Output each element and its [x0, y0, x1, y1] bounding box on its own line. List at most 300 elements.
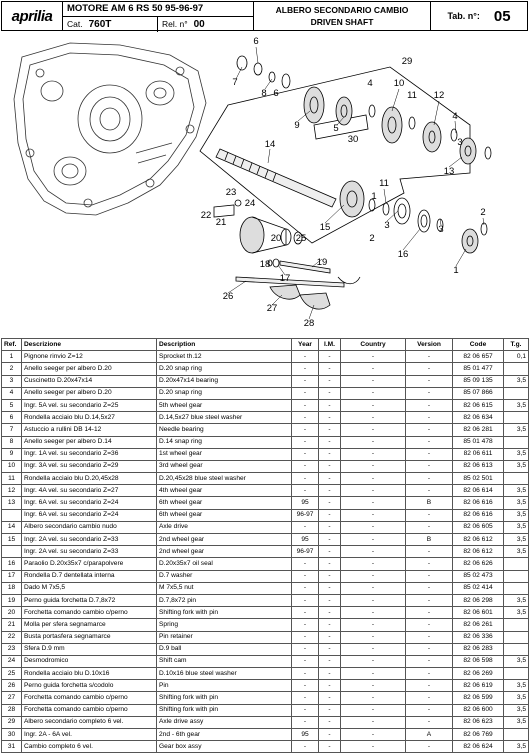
table-row — [2, 546, 529, 558]
col-descrizione: Descrizione — [22, 339, 157, 351]
cell-country: - — [341, 485, 406, 497]
callout-number: 6 — [253, 36, 259, 47]
sprocket-1 — [462, 229, 478, 253]
model-name: MOTORE AM 6 RS 50 95-96-97 — [63, 2, 253, 17]
cell-tg: 3,5 — [504, 424, 529, 436]
col-code: Code — [453, 339, 504, 351]
cell-ref: 18 — [2, 582, 22, 594]
cell-ref: 21 — [2, 619, 22, 631]
cell-year: - — [292, 558, 319, 570]
callout-number: 28 — [303, 318, 315, 329]
cell-code: 85 07 866 — [453, 387, 504, 399]
cell-tg — [504, 582, 529, 594]
cell-country: - — [341, 680, 406, 692]
col-tg: T.g. — [504, 339, 529, 351]
cell-version: - — [406, 509, 453, 521]
cell-country: - — [341, 607, 406, 619]
cell-im: - — [319, 741, 341, 753]
table-row — [2, 375, 529, 387]
cell-tg: 0,1 — [504, 351, 529, 363]
cell-description: M 7x5,5 nut — [157, 582, 292, 594]
cell-im: - — [319, 375, 341, 387]
callout-number: 4 — [452, 111, 458, 122]
cell-tg: 3,5 — [504, 534, 529, 546]
cell-country: - — [341, 558, 406, 570]
cell-ref: 5 — [2, 399, 22, 411]
cell-im: - — [319, 582, 341, 594]
cell-tg: 3,5 — [504, 704, 529, 716]
cell-ref: 26 — [2, 680, 22, 692]
cell-description: Axle drive — [157, 521, 292, 533]
cell-description: 2nd wheel gear — [157, 534, 292, 546]
parts-table-body — [2, 351, 529, 753]
callout-number: 10 — [393, 78, 405, 89]
cell-descrizione: Ingr. 5A vel. su secondario Z=25 — [22, 399, 157, 411]
cell-tg: 3,5 — [504, 497, 529, 509]
table-row — [2, 399, 529, 411]
table-row — [2, 655, 529, 667]
cell-version: - — [406, 351, 453, 363]
cell-descrizione: Ingr. 3A vel. su secondario Z=29 — [22, 460, 157, 472]
cell-version: - — [406, 399, 453, 411]
brand-logo: aprilia — [2, 2, 63, 30]
callout-number: 16 — [397, 249, 409, 260]
table-row — [2, 473, 529, 485]
cell-ref: 15 — [2, 534, 22, 546]
cell-code: 82 06 624 — [453, 741, 504, 753]
callout-number: 5 — [333, 123, 339, 134]
callout-number: 3 — [384, 220, 390, 231]
cell-code: 82 06 612 — [453, 546, 504, 558]
cell-description: Needle bearing — [157, 424, 292, 436]
cell-code: 82 06 615 — [453, 399, 504, 411]
col-im: I.M. — [319, 339, 341, 351]
cell-tg — [504, 668, 529, 680]
cell-tg: 3,5 — [504, 594, 529, 606]
cell-descrizione: Forchetta comando cambio c/perno — [22, 692, 157, 704]
table-row — [2, 643, 529, 655]
cell-descrizione: Ingr. 2A vel. su secondario Z=33 — [22, 534, 157, 546]
cell-year: 95 — [292, 729, 319, 741]
cell-description: D.14,5x27 blue steel washer — [157, 412, 292, 424]
cell-im: - — [319, 704, 341, 716]
cell-tg: 3,5 — [504, 509, 529, 521]
cell-version: - — [406, 594, 453, 606]
table-row — [2, 521, 529, 533]
callout-number: 6 — [273, 88, 279, 99]
cell-code: 85 09 135 — [453, 375, 504, 387]
cell-descrizione: Anello seeger per albero D.20 — [22, 387, 157, 399]
cell-description: Shifting fork with pin — [157, 607, 292, 619]
cell-im: - — [319, 619, 341, 631]
cell-year: - — [292, 473, 319, 485]
cell-country: - — [341, 668, 406, 680]
cell-year: - — [292, 399, 319, 411]
cell-version: - — [406, 558, 453, 570]
cell-ref: 1 — [2, 351, 22, 363]
cell-country: - — [341, 399, 406, 411]
table-row — [2, 570, 529, 582]
cell-tg: 3,5 — [504, 741, 529, 753]
cell-ref: 22 — [2, 631, 22, 643]
cell-description: Pin — [157, 680, 292, 692]
cell-code: 82 06 626 — [453, 558, 504, 570]
cell-ref: 27 — [2, 692, 22, 704]
cell-im: - — [319, 668, 341, 680]
cell-description: D.7,8x72 pin — [157, 594, 292, 606]
cell-im: - — [319, 521, 341, 533]
cell-country: - — [341, 704, 406, 716]
table-row — [2, 509, 529, 521]
driven-shaft-14 — [216, 149, 336, 207]
cell-country: - — [341, 643, 406, 655]
cell-version: - — [406, 668, 453, 680]
table-number: Tab. n°: 05 — [447, 7, 511, 25]
cell-description: D.20x35x7 oil seal — [157, 558, 292, 570]
callout-number: 1 — [371, 191, 377, 202]
cell-country: - — [341, 521, 406, 533]
cell-year: - — [292, 375, 319, 387]
cell-year: - — [292, 448, 319, 460]
table-row — [2, 460, 529, 472]
cell-descrizione: Sfera D.9 mm — [22, 643, 157, 655]
cell-im: - — [319, 509, 341, 521]
gear-5 — [336, 97, 352, 125]
table-row — [2, 558, 529, 570]
gear-10 — [382, 107, 402, 143]
cell-version: A — [406, 729, 453, 741]
cell-year: - — [292, 363, 319, 375]
cell-description: D.9 ball — [157, 643, 292, 655]
cell-tg — [504, 619, 529, 631]
cell-code: 82 06 616 — [453, 509, 504, 521]
table-row — [2, 363, 529, 375]
cell-im: - — [319, 594, 341, 606]
cell-code: 82 06 619 — [453, 680, 504, 692]
cell-year: - — [292, 582, 319, 594]
cell-tg — [504, 363, 529, 375]
cell-country: - — [341, 473, 406, 485]
cell-year: - — [292, 460, 319, 472]
cell-year: - — [292, 424, 319, 436]
cell-im: - — [319, 497, 341, 509]
table-row — [2, 448, 529, 460]
cell-code: 82 06 298 — [453, 594, 504, 606]
cell-code: 85 01 478 — [453, 436, 504, 448]
table-row — [2, 412, 529, 424]
cell-tg: 3,5 — [504, 521, 529, 533]
cell-version: - — [406, 436, 453, 448]
cell-country: - — [341, 619, 406, 631]
cell-version: - — [406, 631, 453, 643]
cell-im: - — [319, 485, 341, 497]
cell-version: - — [406, 546, 453, 558]
callout-number: 13 — [443, 166, 455, 177]
table-row — [2, 387, 529, 399]
cell-code: 82 06 616 — [453, 497, 504, 509]
cell-description: 2nd - 6th gear — [157, 729, 292, 741]
cell-code: 82 06 600 — [453, 704, 504, 716]
cell-im: - — [319, 546, 341, 558]
cell-description: Axle drive assy — [157, 716, 292, 728]
cell-code: 82 06 281 — [453, 424, 504, 436]
cell-description: D.14 snap ring — [157, 436, 292, 448]
cell-year: 95 — [292, 534, 319, 546]
cell-tg: 3,5 — [504, 692, 529, 704]
cell-country: - — [341, 631, 406, 643]
callout-number: 30 — [347, 134, 359, 145]
cell-description: D.20 snap ring — [157, 363, 292, 375]
cell-year: - — [292, 704, 319, 716]
cell-year: - — [292, 668, 319, 680]
table-row — [2, 668, 529, 680]
cell-descrizione: Anello seeger per albero D.20 — [22, 363, 157, 375]
cell-description: 6th wheel gear — [157, 497, 292, 509]
cell-ref: 16 — [2, 558, 22, 570]
cell-im: - — [319, 424, 341, 436]
catalog-header — [1, 1, 528, 31]
callout-number: 1 — [453, 265, 459, 276]
callout-number: 14 — [264, 139, 276, 150]
cell-country: - — [341, 729, 406, 741]
cell-im: - — [319, 643, 341, 655]
cell-version: - — [406, 460, 453, 472]
cell-year: - — [292, 570, 319, 582]
cell-country: - — [341, 460, 406, 472]
cell-year: - — [292, 619, 319, 631]
cell-tg — [504, 643, 529, 655]
cell-version: - — [406, 521, 453, 533]
cell-version: - — [406, 607, 453, 619]
callout-number: 26 — [222, 291, 234, 302]
cell-code: 82 06 657 — [453, 351, 504, 363]
cell-tg — [504, 436, 529, 448]
exploded-view-svg — [0, 33, 530, 335]
cell-descrizione: Dado M 7x5,5 — [22, 582, 157, 594]
callout-number: 11 — [407, 90, 417, 101]
table-row — [2, 485, 529, 497]
cell-year: - — [292, 485, 319, 497]
cell-descrizione: Forchetta comando cambio c/perno — [22, 607, 157, 619]
cell-code: 85 01 477 — [453, 363, 504, 375]
table-row — [2, 594, 529, 606]
cell-code: 82 06 599 — [453, 692, 504, 704]
callout-number: 25 — [295, 233, 307, 244]
cell-im: - — [319, 363, 341, 375]
crankcase-half-illustration — [14, 43, 206, 215]
cell-year: - — [292, 692, 319, 704]
cell-version: - — [406, 473, 453, 485]
callout-number: 27 — [266, 303, 278, 314]
cell-version: - — [406, 741, 453, 753]
callout-number: 8 — [261, 88, 267, 99]
cell-year: - — [292, 643, 319, 655]
cell-ref — [2, 546, 22, 558]
table-row — [2, 424, 529, 436]
cell-country: - — [341, 534, 406, 546]
cell-description: 5th wheel gear — [157, 399, 292, 411]
callout-number: 19 — [316, 257, 328, 268]
cell-descrizione: Rondella acciaio blu D.14,5x27 — [22, 412, 157, 424]
cell-code: 85 02 473 — [453, 570, 504, 582]
cell-descrizione: Rondella acciaio blu D.10x16 — [22, 668, 157, 680]
cell-tg: 3,5 — [504, 607, 529, 619]
cell-im: - — [319, 716, 341, 728]
cell-country: - — [341, 692, 406, 704]
cell-im: - — [319, 460, 341, 472]
cell-ref: 2 — [2, 363, 22, 375]
cell-year: - — [292, 436, 319, 448]
cell-year: - — [292, 412, 319, 424]
cell-year: - — [292, 716, 319, 728]
cell-description: 6th wheel gear — [157, 509, 292, 521]
cell-code: 82 06 601 — [453, 607, 504, 619]
cell-description: Shifting fork with pin — [157, 692, 292, 704]
cell-version: - — [406, 619, 453, 631]
cell-country: - — [341, 570, 406, 582]
cell-description: Pin retainer — [157, 631, 292, 643]
cell-ref: 25 — [2, 668, 22, 680]
cell-code: 85 02 501 — [453, 473, 504, 485]
cell-description: D.20x47x14 bearing — [157, 375, 292, 387]
cell-code: 82 06 611 — [453, 448, 504, 460]
callout-number: 2 — [369, 233, 375, 244]
cell-country: - — [341, 497, 406, 509]
cell-year: 96-97 — [292, 509, 319, 521]
cell-description: Shifting fork with pin — [157, 704, 292, 716]
cell-country: - — [341, 387, 406, 399]
cell-im: - — [319, 570, 341, 582]
table-row — [2, 741, 529, 753]
cell-descrizione: Busta portasfera segnamarce — [22, 631, 157, 643]
gear-15 — [340, 181, 364, 217]
cell-version: - — [406, 692, 453, 704]
cell-year: - — [292, 607, 319, 619]
cell-version: - — [406, 485, 453, 497]
cell-im: - — [319, 558, 341, 570]
table-row — [2, 436, 529, 448]
title-english: DRIVEN SHAFT — [310, 17, 374, 27]
gear-9 — [304, 87, 324, 123]
cell-im: - — [319, 412, 341, 424]
callout-number: 21 — [215, 217, 227, 228]
cell-descrizione: Molla per sfera segnamarce — [22, 619, 157, 631]
table-header-row — [2, 339, 529, 351]
cell-ref: 24 — [2, 655, 22, 667]
cell-version: - — [406, 424, 453, 436]
cell-country: - — [341, 655, 406, 667]
cell-ref: 8 — [2, 436, 22, 448]
cell-im: - — [319, 692, 341, 704]
cell-descrizione: Ingr. 6A vel. su secondario Z=24 — [22, 497, 157, 509]
model-block — [63, 2, 254, 30]
cell-year: - — [292, 594, 319, 606]
cell-tg: 3,5 — [504, 399, 529, 411]
col-version: Version — [406, 339, 453, 351]
cell-country: - — [341, 582, 406, 594]
cell-descrizione: Cambio completo 6 vel. — [22, 741, 157, 753]
cell-code: 82 06 612 — [453, 534, 504, 546]
cell-tg: 3,5 — [504, 655, 529, 667]
cell-descrizione: Ingr. 2A vel. su secondario Z=33 — [22, 546, 157, 558]
callout-number: 9 — [294, 120, 300, 131]
shift-cam-24 — [240, 217, 291, 253]
cell-ref: 3 — [2, 375, 22, 387]
cell-descrizione: Perno guida forchetta s/codolo — [22, 680, 157, 692]
oil-seal-16 — [418, 210, 430, 232]
cell-code: 82 06 283 — [453, 643, 504, 655]
cell-tg — [504, 558, 529, 570]
cell-country: - — [341, 509, 406, 521]
cell-description: Shift cam — [157, 655, 292, 667]
cell-ref: 9 — [2, 448, 22, 460]
cell-descrizione: Cuscinetto D.20x47x14 — [22, 375, 157, 387]
cell-descrizione: Albero secondario cambio nudo — [22, 521, 157, 533]
callout-number: 15 — [319, 222, 331, 233]
callout-number: 12 — [433, 90, 445, 101]
cell-country: - — [341, 716, 406, 728]
cell-version: - — [406, 716, 453, 728]
cell-code: 85 02 414 — [453, 582, 504, 594]
cell-im: - — [319, 655, 341, 667]
cell-description: Gear box assy — [157, 741, 292, 753]
cell-code: 82 06 261 — [453, 619, 504, 631]
cell-tg: 3,5 — [504, 460, 529, 472]
callout-number: 3 — [438, 224, 444, 235]
cell-im: - — [319, 534, 341, 546]
cell-year: - — [292, 631, 319, 643]
cell-year: - — [292, 655, 319, 667]
cell-im: - — [319, 631, 341, 643]
col-country: Country — [341, 339, 406, 351]
spring-ball-21-23 — [214, 200, 241, 217]
cell-description: Sprocket th.12 — [157, 351, 292, 363]
callout-number: 2 — [480, 207, 486, 218]
parts-table — [1, 338, 529, 753]
table-row — [2, 716, 529, 728]
callout-number: 7 — [232, 77, 238, 88]
cell-description: D.10x16 blue steel washer — [157, 668, 292, 680]
cell-version: - — [406, 363, 453, 375]
cell-version: B — [406, 534, 453, 546]
cell-ref: 13 — [2, 497, 22, 509]
cell-im: - — [319, 436, 341, 448]
cell-ref: 12 — [2, 485, 22, 497]
cell-tg — [504, 570, 529, 582]
callout-number: 20 — [270, 233, 282, 244]
callout-number: 4 — [367, 78, 373, 89]
cell-ref: 28 — [2, 704, 22, 716]
cell-description: D.20 snap ring — [157, 387, 292, 399]
cell-descrizione: Ingr. 6A vel. su secondario Z=24 — [22, 509, 157, 521]
cell-ref: 31 — [2, 741, 22, 753]
cell-im: - — [319, 399, 341, 411]
cell-description: D.20,45x28 blue steel washer — [157, 473, 292, 485]
cell-year: 95 — [292, 497, 319, 509]
callout-number: 17 — [279, 273, 291, 284]
cell-country: - — [341, 351, 406, 363]
callout-number: 29 — [401, 56, 413, 67]
cell-ref: 30 — [2, 729, 22, 741]
cell-descrizione: Ingr. 2A - 6A vel. — [22, 729, 157, 741]
cell-code: 82 06 336 — [453, 631, 504, 643]
cell-code: 82 06 605 — [453, 521, 504, 533]
cell-tg: 3,5 — [504, 448, 529, 460]
cell-country: - — [341, 594, 406, 606]
cell-ref: 4 — [2, 387, 22, 399]
bearing-3 — [394, 198, 410, 224]
cell-description: D.7 washer — [157, 570, 292, 582]
